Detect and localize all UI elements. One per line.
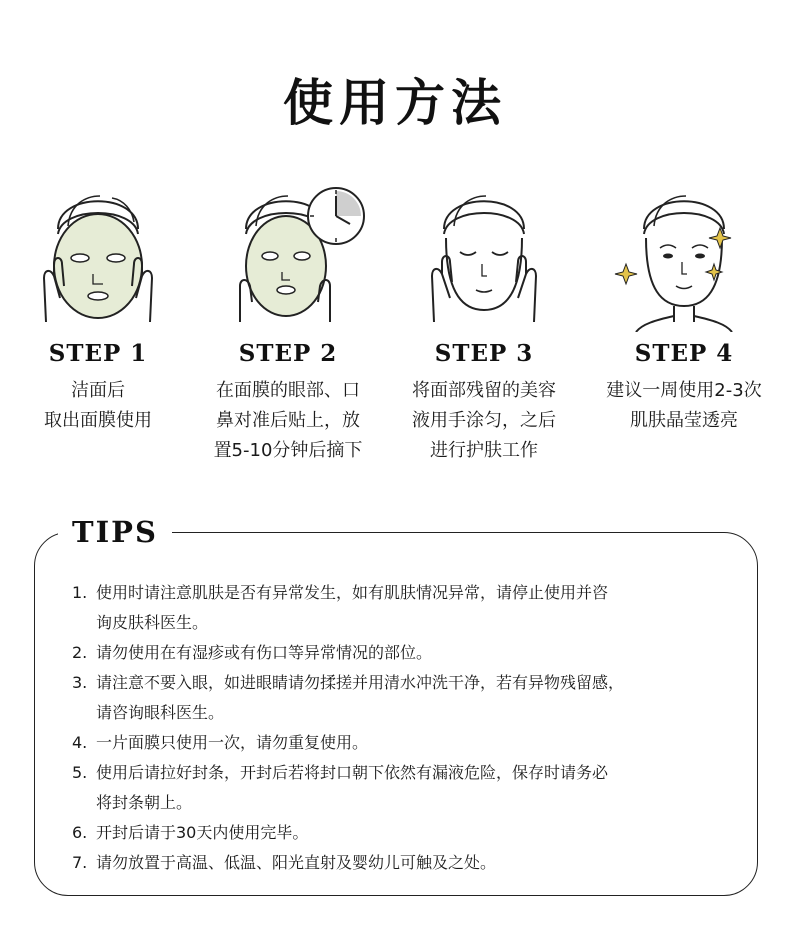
tip-text-line: 使用时请注意肌肤是否有异常发生，如有肌肤情况异常，请停止使用并咨 xyxy=(96,583,609,602)
tip-text-line: 使用后请拉好封条，开封后若将封口朝下依然有漏液危险，保存时请务必 xyxy=(96,763,609,782)
step-description-line: 进行护肤工作 xyxy=(430,440,538,461)
step-description xyxy=(0,376,202,436)
tip-item xyxy=(72,578,740,638)
tip-text-line: 询皮肤科医生。 xyxy=(96,613,209,632)
tip-item xyxy=(72,638,740,668)
step-description-line: 液用手涂匀，之后 xyxy=(412,410,556,431)
page-title: 使用方法 xyxy=(283,73,507,132)
tip-text-line: 开封后请于30天内使用完毕。 xyxy=(96,823,309,842)
step-description xyxy=(380,376,588,466)
tip-number: 4. xyxy=(72,733,88,752)
tip-number: 2. xyxy=(72,643,88,662)
tip-item xyxy=(72,848,740,878)
tip-text-line: 将封条朝上。 xyxy=(96,793,193,812)
tip-item xyxy=(72,668,740,728)
step-description xyxy=(184,376,392,466)
tip-number: 7. xyxy=(72,853,88,872)
step-description-line: 建议一周使用2-3次 xyxy=(606,380,762,401)
step-description-line: 鼻对准后贴上，放 xyxy=(216,410,360,431)
face-mask-clock-icon xyxy=(190,182,386,332)
step-description-line: 置5-10分钟后摘下 xyxy=(213,440,363,461)
step-description-line: 在面膜的眼部、口 xyxy=(216,380,360,401)
tips-title: TIPS xyxy=(58,512,172,552)
face-sparkle-icon xyxy=(586,182,782,332)
tip-number: 6. xyxy=(72,823,88,842)
step-description-line: 取出面膜使用 xyxy=(44,410,152,431)
step-description-line: 洁面后 xyxy=(71,380,125,401)
step-label: STEP 1 xyxy=(48,340,148,367)
step-description-line: 肌肤晶莹透亮 xyxy=(630,410,738,431)
tip-text-line: 请注意不要入眼，如进眼睛请勿揉搓并用清水冲洗干净，若有异物残留感， xyxy=(96,673,625,692)
tip-item xyxy=(72,758,740,818)
steps-section xyxy=(0,182,790,482)
face-hands-massage-icon xyxy=(386,182,582,332)
tip-item xyxy=(72,818,740,848)
step-label: STEP 4 xyxy=(634,340,734,367)
tip-text-line: 一片面膜只使用一次，请勿重复使用。 xyxy=(96,733,369,752)
step-label: STEP 3 xyxy=(434,340,534,367)
tips-list xyxy=(72,578,740,878)
tip-text-line: 请咨询眼科医生。 xyxy=(96,703,225,722)
tip-number: 5. xyxy=(72,763,88,782)
tip-text-line: 请勿使用在有湿疹或有伤口等异常情况的部位。 xyxy=(96,643,433,662)
tip-text-line: 请勿放置于高温、低温、阳光直射及婴幼儿可触及之处。 xyxy=(96,853,497,872)
face-with-mask-icon xyxy=(0,182,196,332)
tip-item xyxy=(72,728,740,758)
tip-number: 3. xyxy=(72,673,88,692)
tip-number: 1. xyxy=(72,583,88,602)
step-label: STEP 2 xyxy=(238,340,338,367)
step-description-line: 将面部残留的美容 xyxy=(412,380,556,401)
step-description xyxy=(580,376,788,436)
